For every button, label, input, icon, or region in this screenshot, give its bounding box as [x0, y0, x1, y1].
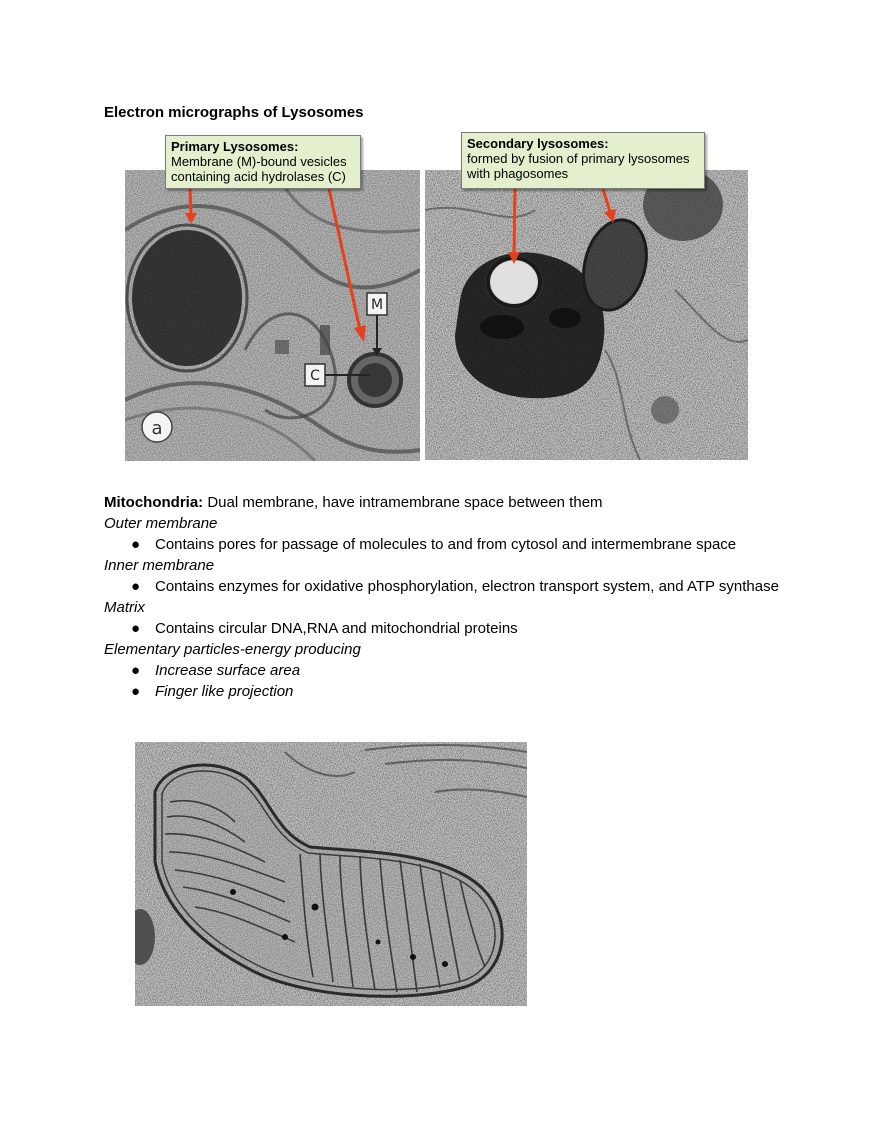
callout-arrows	[0, 0, 880, 480]
panel-label: a	[151, 418, 163, 439]
primary-callout-title: Primary Lysosomes:	[171, 139, 299, 154]
mitochondria-heading	[104, 492, 804, 513]
bullet-icon: ●	[131, 578, 141, 595]
primary-callout-line-1: Membrane (M)-bound vesicles	[171, 154, 347, 169]
content-label: C	[310, 368, 320, 384]
secondary-callout-title: Secondary lysosomes:	[467, 136, 609, 151]
list-item	[104, 576, 804, 597]
list-item	[104, 534, 804, 555]
mitochondria-heading-bold: Mitochondria:	[104, 494, 204, 511]
bullet-text: Contains circular DNA,RNA and mitochondrial proteins	[155, 620, 518, 637]
mitochondrion-micrograph	[135, 742, 527, 1006]
primary-lysosome-callout	[165, 135, 361, 189]
bullet-icon: ●	[131, 662, 141, 679]
bullet-text: Contains pores for passage of molecules to and from cytosol and intermembrane space	[155, 536, 737, 553]
secondary-lysosome-callout	[461, 132, 705, 189]
section-inner-membrane: Inner membrane	[104, 557, 215, 574]
mitochondria-notes	[104, 492, 804, 702]
list-item	[104, 618, 804, 639]
arrow-secondary-2	[603, 189, 610, 212]
bullet-icon: ●	[131, 620, 141, 637]
bullet-icon: ●	[131, 683, 141, 700]
page-title: Electron micrographs of Lysosomes	[104, 104, 364, 121]
membrane-label: M	[370, 297, 384, 313]
arrow-secondary-1	[514, 189, 515, 254]
secondary-callout-line-2: with phagosomes	[467, 166, 569, 181]
bullet-icon: ●	[131, 536, 141, 553]
bullet-text: Contains enzymes for oxidative phosphorylation, electron transport system, and ATP synthase	[155, 578, 779, 595]
secondary-callout-line-1: formed by fusion of primary lysosomes	[467, 151, 690, 166]
bullet-text: Finger like projection	[155, 683, 294, 700]
section-elementary-particles: Elementary particles-energy producing	[104, 641, 361, 658]
section-outer-membrane: Outer membrane	[104, 515, 218, 532]
section-matrix: Matrix	[104, 599, 145, 616]
mitochondria-heading-text: Dual membrane, have intramembrane space between them	[203, 494, 603, 511]
list-item	[104, 660, 804, 681]
list-item	[104, 681, 804, 702]
arrow-primary-2	[329, 189, 360, 330]
bullet-text: Increase surface area	[155, 662, 301, 679]
primary-callout-line-2: containing acid hydrolases (C)	[171, 169, 346, 184]
arrow-primary-1	[190, 189, 191, 215]
